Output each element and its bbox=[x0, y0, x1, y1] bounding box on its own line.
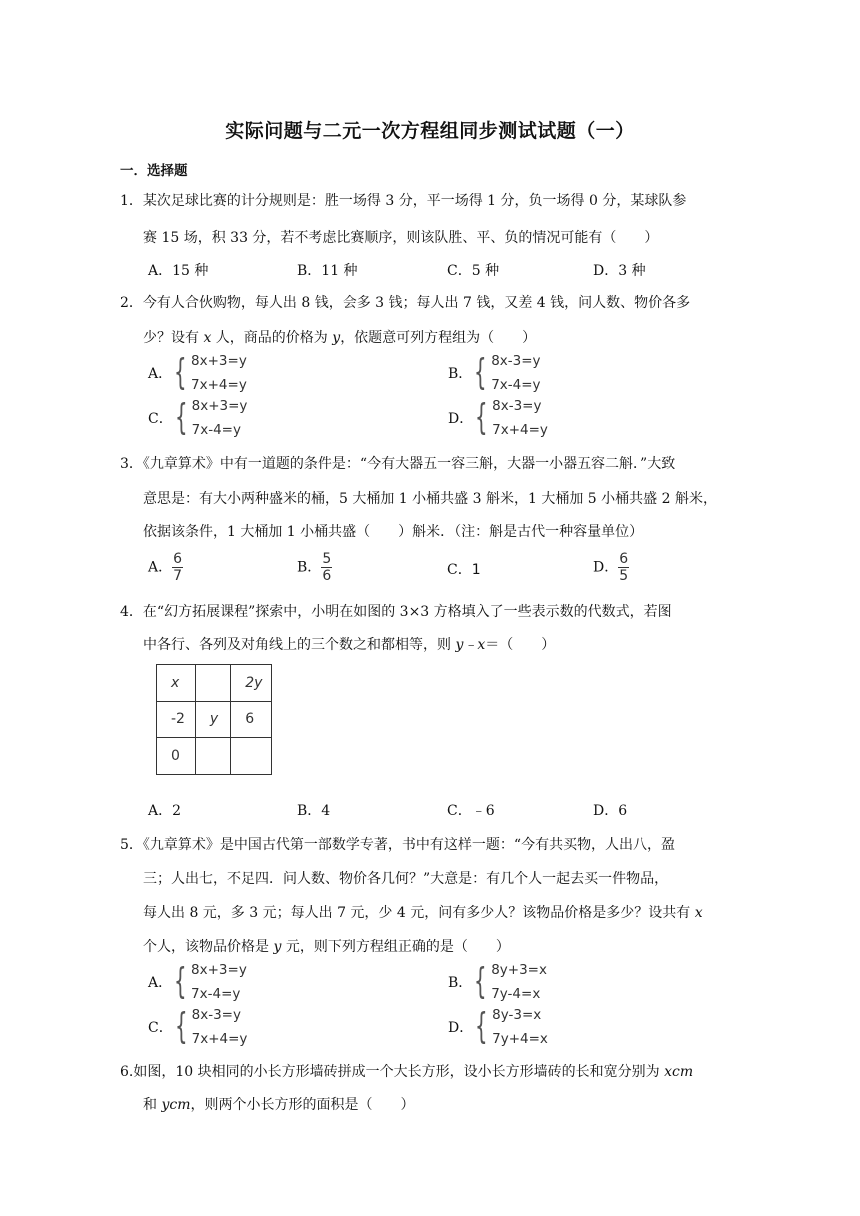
brace-icon: { bbox=[475, 397, 488, 438]
grid-cell: -2 bbox=[157, 701, 196, 738]
magic-square-grid bbox=[156, 664, 272, 775]
q2-option-a: A． { 8x+3=y 7x+4=y bbox=[148, 352, 247, 393]
q3-line2: 意思是：有大小两种盛米的桶，5 大桶加 1 小桶共盛 3 斛米，1 大桶加 5 小桶共盛 2 斛米， bbox=[143, 491, 717, 507]
q5-line2: 三；人出七，不足四．问人数、物价各几何？”大意是：有几个人一起去买一件物品， bbox=[143, 871, 669, 887]
brace-icon: { bbox=[475, 1006, 488, 1047]
grid-cell: 2y bbox=[231, 665, 272, 702]
q5-option-a: A． { 8x+3=y 7x-4=y bbox=[148, 961, 247, 1002]
grid-cell: x bbox=[157, 665, 196, 702]
fraction: $\frac{6}{7}$ bbox=[173, 551, 183, 584]
fraction: $\frac{6}{5}$ bbox=[619, 551, 629, 584]
q2-line2: 少？设有 x 人，商品的价格为 y，依题意可列方程组为（ ） bbox=[143, 330, 537, 346]
q5-option-b: B． { 8y+3=x 7y-4=x bbox=[448, 961, 547, 1002]
brace-icon: { bbox=[174, 1006, 188, 1047]
grid-cell bbox=[195, 665, 230, 702]
q1-option-c: C．5 种 bbox=[447, 263, 500, 279]
brace-icon: { bbox=[474, 961, 487, 1002]
q6-line2: 和 ycm，则两个小长方形的面积是（ ） bbox=[143, 1097, 415, 1113]
q1-option-b: B．11 种 bbox=[297, 263, 358, 279]
section-heading: 一．选择题 bbox=[120, 163, 188, 179]
grid-cell bbox=[195, 738, 230, 775]
brace-icon: { bbox=[174, 961, 187, 1002]
brace-icon: { bbox=[174, 397, 188, 438]
q4-option-c: C．﹣6 bbox=[447, 803, 495, 819]
q3-line1: 3．《九章算术》中有一道题的条件是：“今有大器五一容三斛，大器一小器五容二斛．”大致 bbox=[120, 456, 676, 472]
q2-option-b: B． { 8x-3=y 7x-4=y bbox=[448, 352, 541, 393]
q3-option-b: B． $\frac{5}{6}$ bbox=[297, 551, 332, 584]
fraction: $\frac{5}{6}$ bbox=[322, 551, 332, 584]
q4-line2: 中各行、各列及对角线上的三个数之和都相等，则 y﹣x＝（ ） bbox=[143, 637, 556, 653]
grid-cell: 0 bbox=[157, 738, 196, 775]
q3-option-a: A． $\frac{6}{7}$ bbox=[148, 551, 183, 584]
q3-option-d: D． $\frac{6}{5}$ bbox=[593, 551, 629, 584]
q1-line1: 1．某次足球比赛的计分规则是：胜一场得 3 分，平一场得 1 分，负一场得 0 分，某球队参 bbox=[120, 193, 687, 209]
q5-line3: 每人出 8 元，多 3 元；每人出 7 元，少 4 元，问有多少人？该物品价格是多少？设共有 x bbox=[143, 905, 703, 921]
q3-line3: 依据该条件，1 大桶加 1 小桶共盛（ ）斛米．（注：斛是古代一种容量单位） bbox=[143, 524, 644, 540]
q5-line1: 5．《九章算术》是中国古代第一部数学专著，书中有这样一题：“今有共买物，人出八，盈 bbox=[120, 837, 676, 853]
q4-option-a: A．2 bbox=[148, 803, 182, 819]
q4-option-b: B．4 bbox=[297, 803, 331, 819]
page-title: 实际问题与二元一次方程组同步测试试题（一） bbox=[225, 120, 635, 142]
q6-line1: 6.如图，10 块相同的小长方形墙砖拼成一个大长方形，设小长方形墙砖的长和宽分别为 xcm bbox=[120, 1064, 694, 1080]
grid-cell bbox=[231, 738, 272, 775]
q3-option-c: C．1 bbox=[447, 562, 481, 578]
q1-line2: 赛 15 场，积 33 分，若不考虑比赛顺序，则该队胜、平、负的情况可能有（ ） bbox=[143, 230, 659, 246]
brace-icon: { bbox=[474, 352, 487, 393]
brace-icon: { bbox=[174, 352, 187, 393]
grid-cell: y bbox=[195, 701, 230, 738]
q5-option-d: D． { 8y-3=x 7y+4=x bbox=[448, 1006, 548, 1047]
grid-cell: 6 bbox=[231, 701, 272, 738]
q4-option-d: D．6 bbox=[593, 803, 628, 819]
q5-option-c: C． { 8x-3=y 7x+4=y bbox=[148, 1006, 248, 1047]
q4-line1: 4．在“幻方拓展课程”探索中，小明在如图的 3×3 方格填入了一些表示数的代数式，若图 bbox=[120, 604, 672, 620]
q5-line4: 个人，该物品价格是 y 元，则下列方程组正确的是（ ） bbox=[143, 939, 510, 955]
q2-line1: 2．今有人合伙购物，每人出 8 钱，会多 3 钱；每人出 7 钱，又差 4 钱，问人数、物价各多 bbox=[120, 295, 691, 311]
q1-option-d: D．3 种 bbox=[593, 263, 646, 279]
q1-option-a: A．15 种 bbox=[148, 263, 209, 279]
q2-option-d: D． { 8x-3=y 7x+4=y bbox=[448, 397, 548, 438]
q2-option-c: C． { 8x+3=y 7x-4=y bbox=[148, 397, 248, 438]
